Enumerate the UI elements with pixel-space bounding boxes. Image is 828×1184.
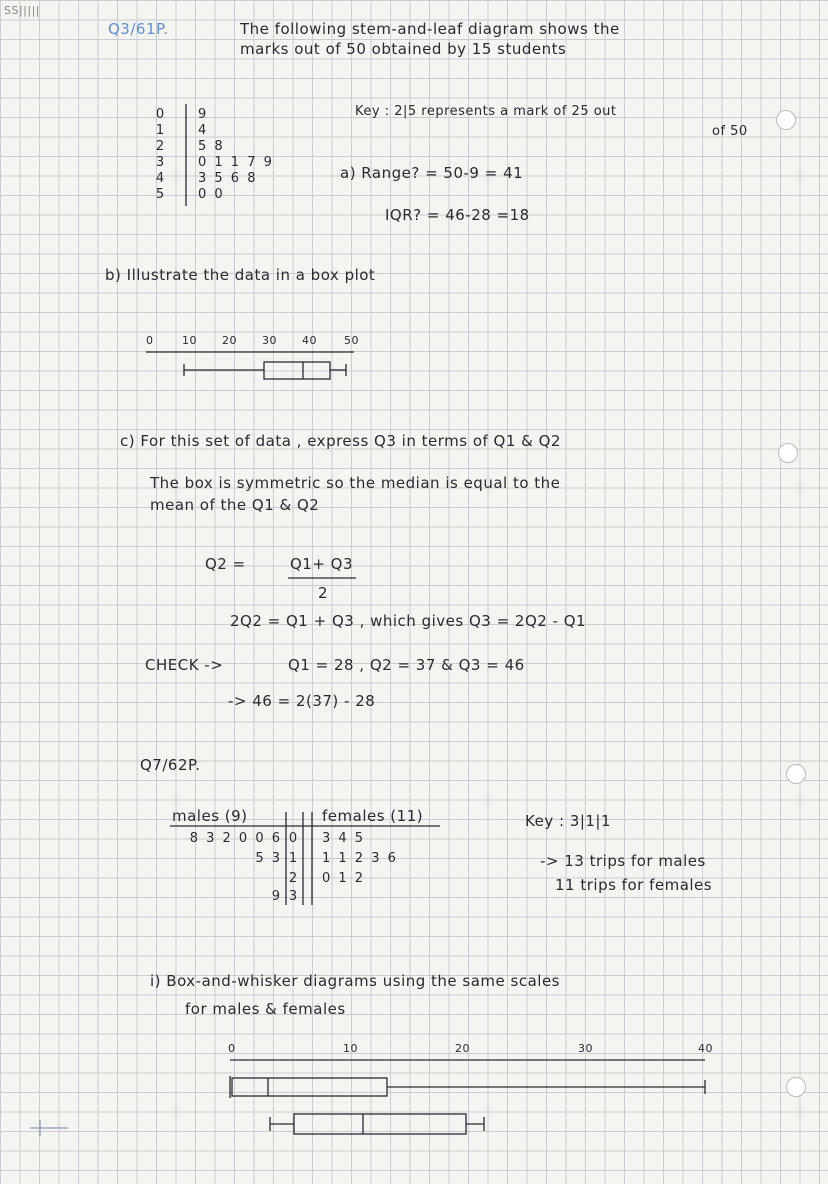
females-row-1: 1 1 2 3 6 xyxy=(322,851,398,866)
part-c-line-1: The box is symmetric so the median is equal to the xyxy=(150,474,561,492)
intro-line-1: The following stem-and-leaf diagram shows the xyxy=(240,20,620,38)
leaf-0: 9 xyxy=(198,107,209,122)
males-row-0: 8 3 2 0 0 6 xyxy=(189,831,282,846)
part-c-label: c) For this set of data , express Q3 in terms of Q1 & Q2 xyxy=(120,432,561,450)
females-row-2: 0 1 2 xyxy=(322,871,366,886)
check-values: Q1 = 28 , Q2 = 37 & Q3 = 46 xyxy=(288,656,525,674)
males-row-3: 9 xyxy=(271,889,282,904)
stem-1: 1 xyxy=(155,123,165,138)
stem-row-0: 0 xyxy=(288,831,298,846)
eq-lhs: Q2 = xyxy=(205,555,246,573)
check-equation: -> 46 = 2(37) - 28 xyxy=(228,692,376,710)
q7-key-line-2: 11 trips for females xyxy=(555,876,713,894)
axis-q7-tick-40: 40 xyxy=(698,1042,713,1055)
q7-ref: Q7/62P. xyxy=(140,756,201,774)
box-plot-b xyxy=(184,362,346,379)
eq-2: 2Q2 = Q1 + Q3 , which gives Q3 = 2Q2 - Q1 xyxy=(230,612,587,630)
stem-row-2: 2 xyxy=(288,871,298,886)
stem-4: 4 xyxy=(155,171,165,186)
axis-b-tick-50: 50 xyxy=(344,334,359,347)
eq-numerator: Q1+ Q3 xyxy=(290,555,354,573)
stem-3: 3 xyxy=(155,155,165,170)
key-1-cont: of 50 xyxy=(712,124,748,139)
q7-key-line-1: -> 13 trips for males xyxy=(540,852,706,870)
part-c-line-2: mean of the Q1 & Q2 xyxy=(150,496,320,514)
binder-hole-3 xyxy=(786,764,806,784)
page-mark: SS||||| xyxy=(4,4,40,17)
part-b-label: b) Illustrate the data in a box plot xyxy=(105,266,376,284)
stem-2: 2 xyxy=(155,139,165,154)
check-label: CHECK -> xyxy=(145,656,224,674)
leaf-1: 4 xyxy=(198,123,209,138)
eq-denominator: 2 xyxy=(318,584,329,602)
leaf-2: 5 8 xyxy=(198,139,225,154)
q7-key: Key : 3|1|1 xyxy=(525,812,612,830)
key-1: Key : 2|5 represents a mark of 25 out xyxy=(355,104,617,119)
iqr-answer: IQR? = 46-28 =18 xyxy=(385,206,530,224)
stem-row-3: 3 xyxy=(288,889,298,904)
stem-5: 5 xyxy=(155,187,165,202)
leaf-4: 3 5 6 8 xyxy=(198,171,258,186)
leaf-5: 0 0 xyxy=(198,187,225,202)
axis-q7-tick-20: 20 xyxy=(455,1042,470,1055)
intro-line-2: marks out of 50 obtained by 15 students xyxy=(240,40,567,58)
box-plot-females xyxy=(270,1114,484,1134)
axis-b-tick-10: 10 xyxy=(182,334,197,347)
stem-0: 0 xyxy=(155,107,165,122)
leaf-3: 0 1 1 7 9 xyxy=(198,155,274,170)
box-plot-males xyxy=(230,1076,705,1098)
males-row-1: 5 3 xyxy=(255,851,282,866)
binder-hole-2 xyxy=(778,443,798,463)
range-answer: a) Range? = 50-9 = 41 xyxy=(340,164,524,182)
axis-q7-tick-30: 30 xyxy=(578,1042,593,1055)
axis-b-tick-0: 0 xyxy=(146,334,154,347)
stem-row-1: 1 xyxy=(288,851,298,866)
females-header: females (11) xyxy=(322,807,424,825)
axis-b-tick-30: 30 xyxy=(262,334,277,347)
part-i-line-1: i) Box-and-whisker diagrams using the same scales xyxy=(150,972,560,990)
binder-hole-1 xyxy=(776,110,796,130)
axis-q7-tick-10: 10 xyxy=(343,1042,358,1055)
part-i-line-2: for males & females xyxy=(185,1000,346,1018)
axis-b-tick-20: 20 xyxy=(222,334,237,347)
males-header: males (9) xyxy=(172,807,248,825)
question-ref: Q3/61P. xyxy=(108,20,169,38)
binder-hole-4 xyxy=(786,1077,806,1097)
females-row-0: 3 4 5 xyxy=(322,831,366,846)
axis-b-tick-40: 40 xyxy=(302,334,317,347)
axis-q7-tick-0: 0 xyxy=(228,1042,236,1055)
